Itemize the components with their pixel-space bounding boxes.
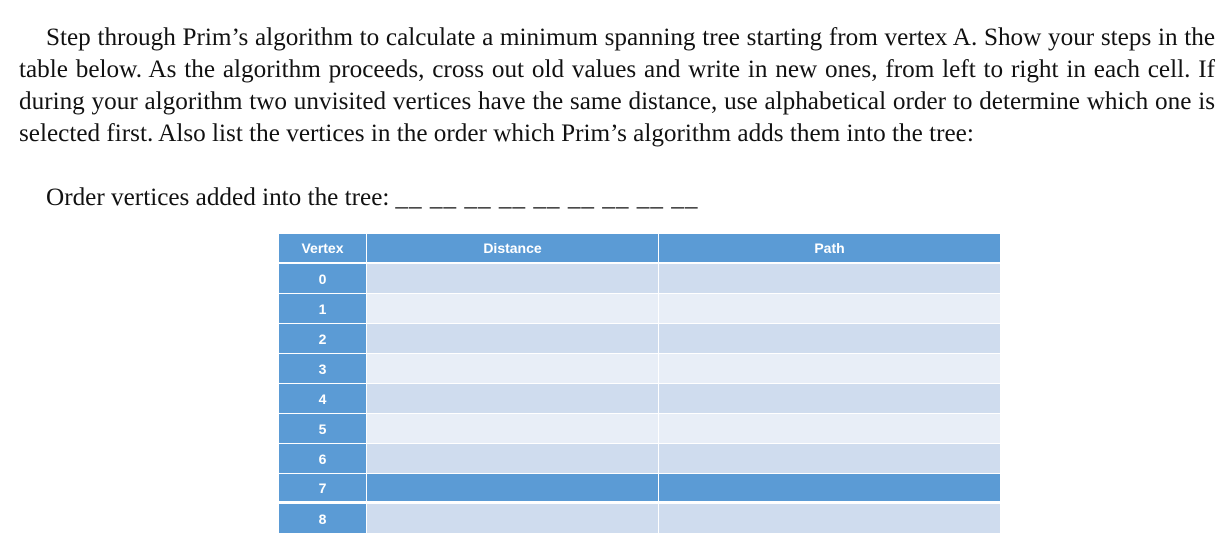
instructions-paragraph: Step through Prim’s algorithm to calculate a minimum spanning tree starting from vertex A. Show your steps in the table below. As the algorithm proceeds, cross out old values and write in new ones, from left to right in each cell. If during your algorithm two unvisited vertices have the same distance, use alphabetical order to determine which one is selected first. Also list the vertices in the order which Prim’s algorithm adds them into the tree: (19, 24, 1215, 147)
vertex-cell: 3 (279, 354, 367, 384)
table-row (279, 294, 1001, 324)
table-row (279, 504, 1001, 534)
distance-cell[interactable] (367, 294, 659, 324)
table-row (279, 444, 1001, 474)
vertex-cell: 5 (279, 414, 367, 444)
table-row (279, 354, 1001, 384)
table-row (279, 414, 1001, 444)
distance-cell[interactable] (367, 324, 659, 354)
header-vertex: Vertex (279, 234, 367, 263)
vertex-cell: 4 (279, 384, 367, 414)
path-cell[interactable] (659, 294, 1001, 324)
path-cell[interactable] (659, 384, 1001, 414)
order-blanks: __ __ __ __ __ __ __ __ __ (395, 184, 699, 211)
distance-cell[interactable] (367, 354, 659, 384)
vertex-cell: 6 (279, 444, 367, 474)
path-cell[interactable] (659, 444, 1001, 474)
distance-cell[interactable] (367, 444, 659, 474)
vertex-cell: 8 (279, 504, 367, 534)
distance-cell[interactable] (367, 504, 659, 534)
table-row (279, 264, 1001, 294)
path-cell[interactable] (659, 474, 1001, 502)
table-row (279, 474, 1001, 502)
vertex-cell: 1 (279, 294, 367, 324)
distance-cell[interactable] (367, 414, 659, 444)
prim-table (279, 234, 1001, 534)
vertex-cell: 7 (279, 474, 367, 502)
table-row (279, 324, 1001, 354)
vertex-cell: 0 (279, 264, 367, 294)
distance-cell[interactable] (367, 264, 659, 294)
path-cell[interactable] (659, 504, 1001, 534)
order-label: Order vertices added into the tree: (46, 184, 390, 211)
path-cell[interactable] (659, 324, 1001, 354)
path-cell[interactable] (659, 414, 1001, 444)
distance-cell[interactable] (367, 474, 659, 502)
path-cell[interactable] (659, 264, 1001, 294)
vertex-cell: 2 (279, 324, 367, 354)
order-line (46, 182, 698, 214)
table-row (279, 384, 1001, 414)
distance-cell[interactable] (367, 384, 659, 414)
path-cell[interactable] (659, 354, 1001, 384)
header-path: Path (659, 234, 1001, 263)
table-header-row (279, 234, 1001, 264)
header-distance: Distance (367, 234, 659, 263)
